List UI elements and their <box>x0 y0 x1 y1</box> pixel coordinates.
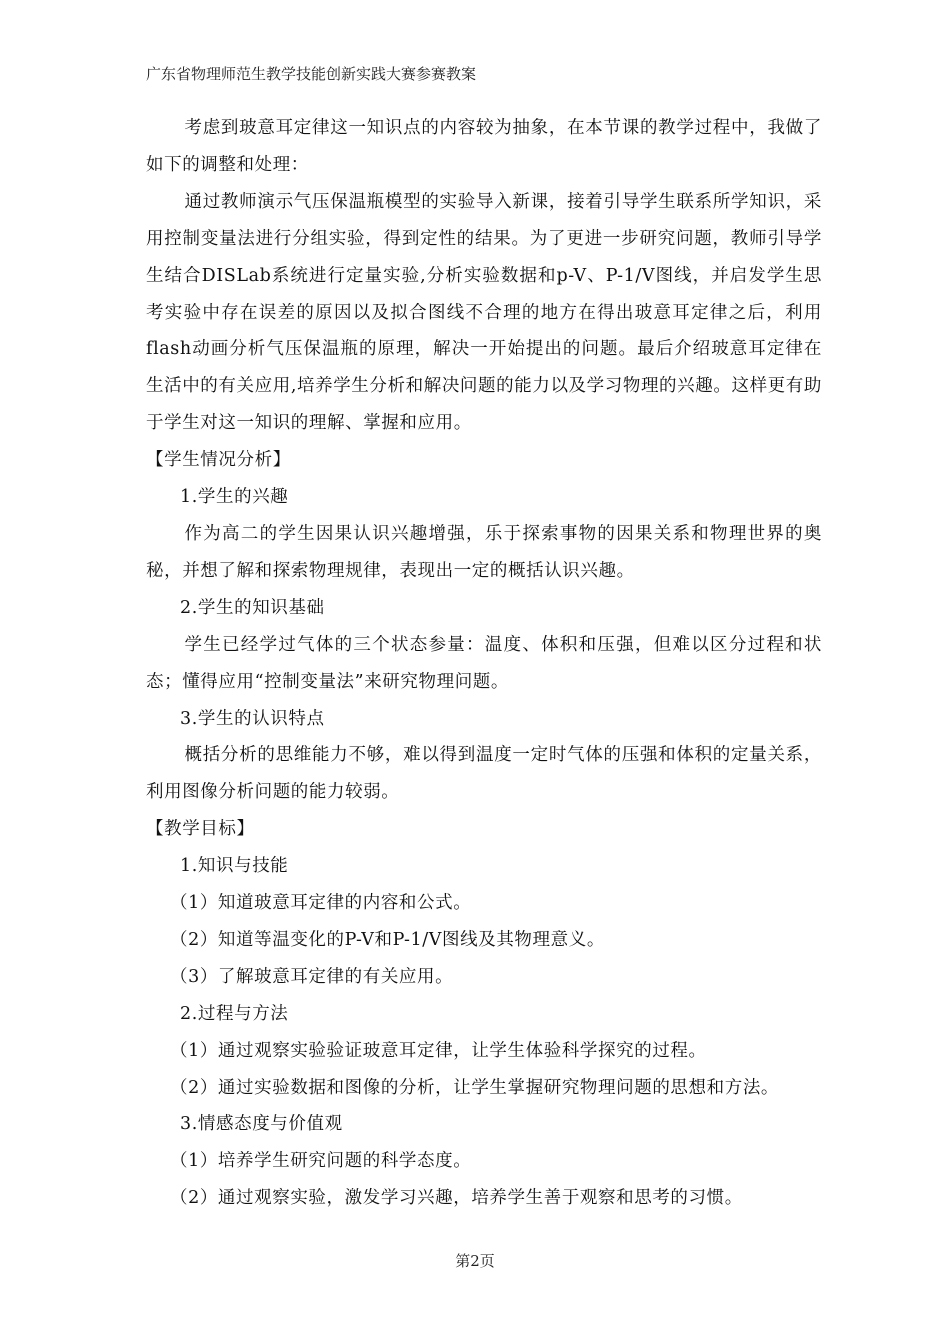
intro-paragraph-1: 考虑到玻意耳定律这一知识点的内容较为抽象，在本节课的教学过程中，我做了如下的调整和处理： <box>146 118 822 175</box>
student-interest-title: 1.学生的兴趣 <box>180 487 289 508</box>
attitudes-values-title: 3.情感态度与价值观 <box>180 1114 343 1135</box>
teaching-goals-heading: 【教学目标】 <box>146 819 255 840</box>
knowledge-skills-item-3: （3）了解玻意耳定律的有关应用。 <box>170 966 454 987</box>
student-cognition-text: 概括分析的思维能力不够，难以得到温度一定时气体的压强和体积的定量关系，利用图像分析问题的能力较弱。 <box>146 745 822 803</box>
knowledge-skills-item-1: （1）知道玻意耳定律的内容和公式。 <box>170 893 472 914</box>
knowledge-skills-title: 1.知识与技能 <box>180 856 289 877</box>
process-methods-item-2: （2）通过实验数据和图像的分析，让学生掌握研究物理问题的思想和方法。 <box>170 1077 780 1098</box>
student-knowledge-text: 学生已经学过气体的三个状态参量：温度、体积和压强，但难以区分过程和状态；懂得应用“控制变量法”来研究物理问题。 <box>146 634 822 692</box>
attitudes-values-item-2: （2）通过观察实验，激发学习兴趣，培养学生善于观察和思考的习惯。 <box>170 1188 743 1209</box>
student-interest-text: 作为高二的学生因果认识兴趣增强，乐于探索事物的因果关系和物理世界的奥秘，并想了解和探索物理规律，表现出一定的概括认识兴趣。 <box>146 523 822 581</box>
knowledge-skills-item-2: （2）知道等温变化的P-V和P-1/V图线及其物理意义。 <box>170 929 605 950</box>
document-header: 广东省物理师范生教学技能创新实践大赛参赛教案 <box>146 65 477 83</box>
page-number: 第2页 <box>455 1252 495 1270</box>
student-analysis-heading: 【学生情况分析】 <box>146 450 291 471</box>
student-knowledge-title: 2.学生的知识基础 <box>180 597 325 618</box>
student-cognition-title: 3.学生的认识特点 <box>180 708 325 729</box>
attitudes-values-item-1: （1）培养学生研究问题的科学态度。 <box>170 1151 472 1172</box>
process-methods-item-1: （1）通过观察实验验证玻意耳定律，让学生体验科学探究的过程。 <box>170 1040 707 1061</box>
intro-paragraph-2: 通过教师演示气压保温瓶模型的实验导入新课，接着引导学生联系所学知识，采用控制变量法进行分组实验，得到定性的结果。为了更进一步研究问题，教师引导学生结合DISLab系统进行定量实验,分析实验数据和p-V、P-1/V图线，并启发学生思考实验中存在误差的原因以及拟合图线不合理的地方在得出玻意耳定律之后，利用flash动画分析气压保温瓶的原理，解决一开始提出的问题。最后介绍玻意耳定律在生活中的有关应用,培养学生分析和解决问题的能力以及学习物理的兴趣。这样更有助于学生对这一知识的理解、掌握和应用。 <box>146 191 822 434</box>
process-methods-title: 2.过程与方法 <box>180 1003 289 1024</box>
document-body <box>146 110 822 1217</box>
